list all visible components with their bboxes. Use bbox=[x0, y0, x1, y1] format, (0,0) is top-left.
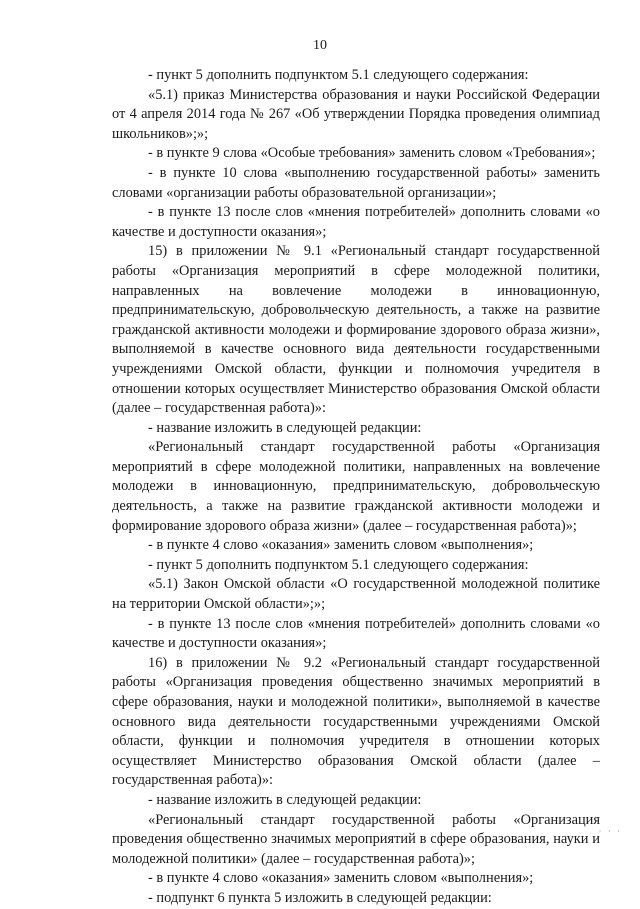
paragraph: - пункт 5 дополнить подпунктом 5.1 следующего содержания: bbox=[148, 556, 529, 573]
paragraph: «Региональный стандарт государственной работы «Организация мероприятий в сфере молодежной политики, направленных на вовлечение молодежи в инновационную, предпринимательскую, добровольческую деятельность, а также на развитие гражданской активности молодежи и формирование здорового образа жизни» (далее – государственная работа)»; bbox=[112, 439, 600, 534]
paragraph: «5.1) Закон Омской области «О государственной молодежной политике на территории Омской области»;»; bbox=[112, 576, 600, 613]
paragraph: - в пункте 4 слово «оказания» заменить словом «выполнения»; bbox=[148, 870, 534, 887]
paragraph: - пункт 5 дополнить подпунктом 5.1 следующего содержания: bbox=[148, 67, 529, 83]
paragraph: - в пункте 4 слово «оказания» заменить словом «выполнения»; bbox=[148, 537, 534, 554]
paragraph: - в пункте 13 после слов «мнения потребителей» дополнить словами «о качестве и доступности оказания»; bbox=[112, 615, 600, 652]
paragraph: - название изложить в следующей редакции: bbox=[148, 419, 422, 436]
paragraph: - название изложить в следующей редакции: bbox=[148, 791, 422, 808]
paragraph: «5.1) приказ Министерства образования и науки Российской Федерации от 4 апреля 2014 года № 267 «Об утверждении Порядка проведения олимпиад школьников»;»; bbox=[112, 86, 600, 142]
scan-speck-marks: · · · bbox=[598, 826, 622, 836]
paragraph: - в пункте 10 слова «выполнению государственной работы» заменить словами «организации работы образовательной организации»; bbox=[112, 164, 600, 201]
paragraph: 16) в приложении № 9.2 «Региональный стандарт государственной работы «Организация проведения общественно значимых мероприятий в сфере образования, науки и молодежной политики», выполняемой в качестве основного вида деятельности государственными учреждениями Омской области, функции и полномочия учредителя в отношении которых осуществляет Министерство образования Омской области (далее – государственная работа)»: bbox=[112, 654, 600, 789]
document-body bbox=[112, 66, 600, 909]
paragraph: - в пункте 13 после слов «мнения потребителей» дополнить словами «о качестве и доступности оказания»; bbox=[112, 204, 600, 240]
paragraph: «Региональный стандарт государственной работы «Организация проведения общественно значимых мероприятий в сфере образования, науки и молодежной политики» (далее – государственная работа)»; bbox=[112, 811, 600, 867]
page-number: 10 bbox=[313, 38, 327, 53]
paragraph: - подпункт 6 пункта 5 изложить в следующей редакции: bbox=[148, 889, 492, 906]
paragraph: - в пункте 9 слова «Особые требования» заменить словом «Требования»; bbox=[148, 145, 596, 162]
paragraph: 15) в приложении № 9.1 «Региональный стандарт государственной работы «Организация мероприятий в сфере молодежной политики, направленных на вовлечение молодежи в инновационную, предпринимательскую, добровольческую деятельность, а также на развитие гражданской активности молодежи и формирование здорового образа жизни», выполняемой в качестве основного вида деятельности государственными учреждениями Омской области, функции и полномочия учредителя в отношении которых осуществляет Министерство образования Омской области (далее – государственная работа)»: bbox=[112, 243, 600, 417]
